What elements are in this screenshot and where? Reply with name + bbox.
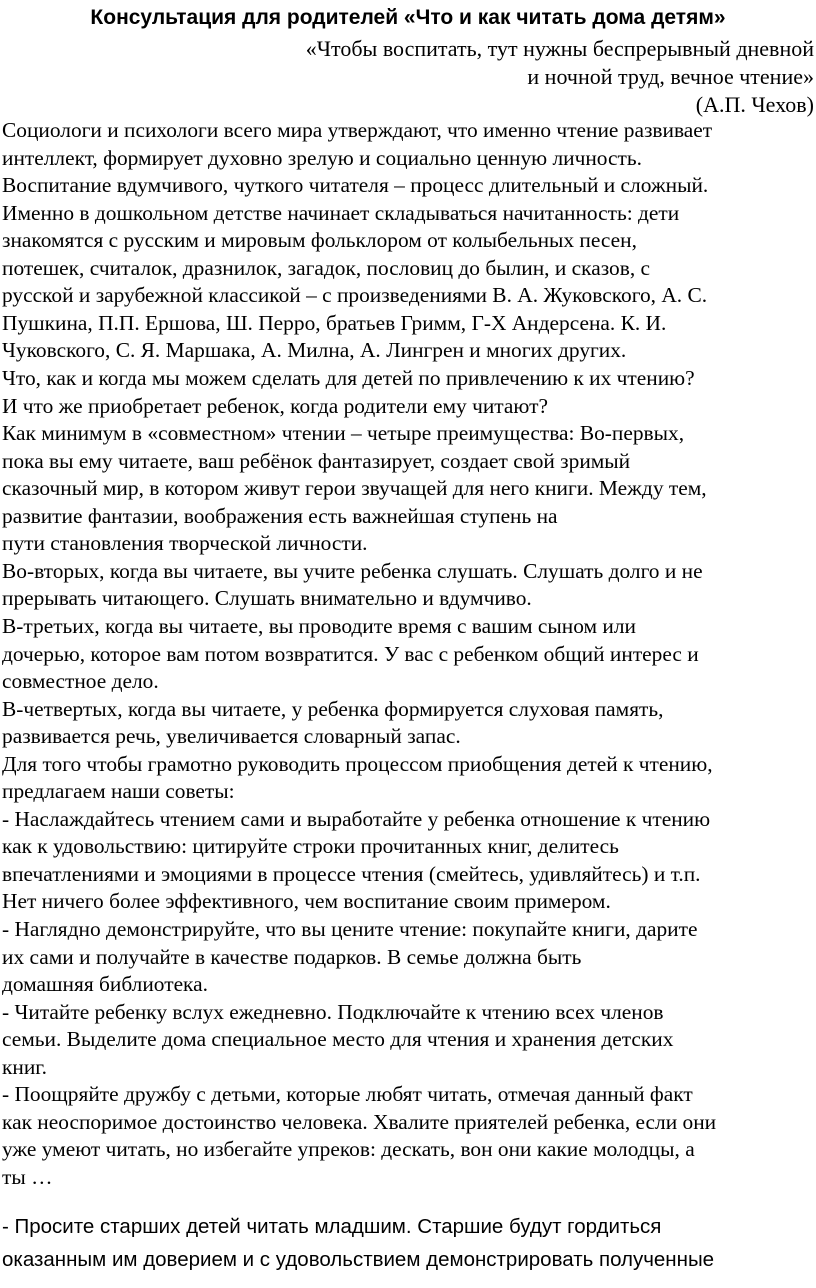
body-line: И что же приобретает ребенок, когда родители ему читают? — [2, 393, 548, 418]
body-line: - Наслаждайтесь чтением сами и выработайте у ребенка отношение к чтению — [2, 806, 711, 831]
body-line: потешек, считалок, дразнилок, загадок, пословиц до былин, и сказов, с — [2, 255, 651, 280]
body-line: совместное дело. — [2, 669, 159, 693]
body-line: русской и зарубежной классикой – с произведениями В. А. Жуковского, А. С. — [2, 283, 708, 308]
body-line: Воспитание вдумчивого, чуткого читателя – процесс длительный и сложный. — [2, 173, 709, 198]
body-line-sans: оказанным им доверием и с удовольствием демонстрировать полученные — [2, 1248, 715, 1271]
body-line: В-третьих, когда вы читаете, вы проводите время с вашим сыном или — [2, 613, 636, 638]
body-line: Пушкина, П.П. Ершова, Ш. Перро, братьев Гримм, Г-Х Андерсена. К. И. — [2, 310, 667, 335]
body-line: Чуковского, С. Я. Маршака, А. Милна, А. Лингрен и многих других. — [2, 338, 627, 363]
body-line: В-четвертых, когда вы читаете, у ребенка формируется слуховая память, — [2, 696, 664, 721]
document-title: Консультация для родителей «Что и как читать дома детям» — [90, 6, 726, 29]
body-line: домашняя библиотека. — [2, 972, 208, 997]
body-line: знакомятся с русским и мировым фольклором от колыбельных песен, — [2, 228, 637, 253]
body-line: - Читайте ребенку вслух ежедневно. Подключайте к чтению всех членов — [2, 999, 664, 1024]
body-line-sans: - Просите старших детей читать младшим. Старшие будут гордиться — [2, 1215, 662, 1238]
body-line: Социологи и психологи всего мира утверждают, что именно чтение развивает — [2, 118, 713, 142]
body-line: развитие фантазии, воображения есть важнейшая ступень на — [2, 503, 558, 528]
body-line: Что, как и когда мы можем сделать для детей по привлечению к их чтению? — [2, 366, 695, 390]
epigraph-line: «Чтобы воспитать, тут нужны беспрерывный дневной — [305, 36, 814, 61]
body-line: Нет ничего более эффективного, чем воспитание своим примером. — [2, 889, 611, 914]
body-line: Для того чтобы грамотно руководить процессом приобщения детей к чтению, — [2, 751, 713, 776]
body-line: дочерью, которое вам потом возвратится. У вас с ребенком общий интерес и — [2, 641, 699, 666]
body-line: пути становления творческой личности. — [2, 531, 368, 556]
epigraph-author: (А.П. Чехов) — [695, 92, 814, 117]
body-line: впечатлениями и эмоциями в процессе чтения (смейтесь, удивляйтесь) и т.п. — [2, 861, 701, 886]
body-line: Как минимум в «совместном» чтении – четыре преимущества: Во-первых, — [2, 421, 685, 446]
body-line: предлагаем наши советы: — [2, 779, 235, 804]
body-line: книг. — [2, 1054, 47, 1079]
body-line: сказочный мир, в котором живут герои звучащей для него книги. Между тем, — [2, 476, 707, 501]
body-line: как к удовольствию: цитируйте строки прочитанных книг, делитесь — [2, 834, 619, 859]
body-line: развивается речь, увеличивается словарный запас. — [2, 724, 461, 749]
body-line: - Поощряйте дружбу с детьми, которые любят читать, отмечая данный факт — [2, 1082, 693, 1107]
body-line: интеллект, формирует духовно зрелую и социально ценную личность. — [2, 145, 642, 170]
body-line: пока вы ему читаете, ваш ребёнок фантазирует, создает свой зримый — [2, 448, 631, 473]
body-line: уже умеют читать, но избегайте упреков: дескать, вон они какие молодцы, а — [2, 1137, 695, 1162]
body-line: семьи. Выделите дома специальное место для чтения и хранения детских — [2, 1027, 674, 1052]
body-line: Во-вторых, когда вы читаете, вы учите ребенка слушать. Слушать долго и не — [2, 558, 703, 583]
body-line: прерывать читающего. Слушать внимательно и вдумчиво. — [2, 586, 532, 611]
body-line: Именно в дошкольном детстве начинает складываться начитанность: дети — [2, 200, 680, 225]
body-line: их сами и получайте в качестве подарков. В семье должна быть — [2, 944, 582, 969]
body-line: как неоспоримое достоинство человека. Хвалите приятелей ребенка, если они — [2, 1109, 717, 1134]
body-line: ты … — [2, 1164, 53, 1189]
epigraph-line: и ночной труд, вечное чтение» — [527, 64, 814, 89]
body-line: - Наглядно демонстрируйте, что вы цените чтение: покупайте книги, дарите — [2, 917, 698, 941]
